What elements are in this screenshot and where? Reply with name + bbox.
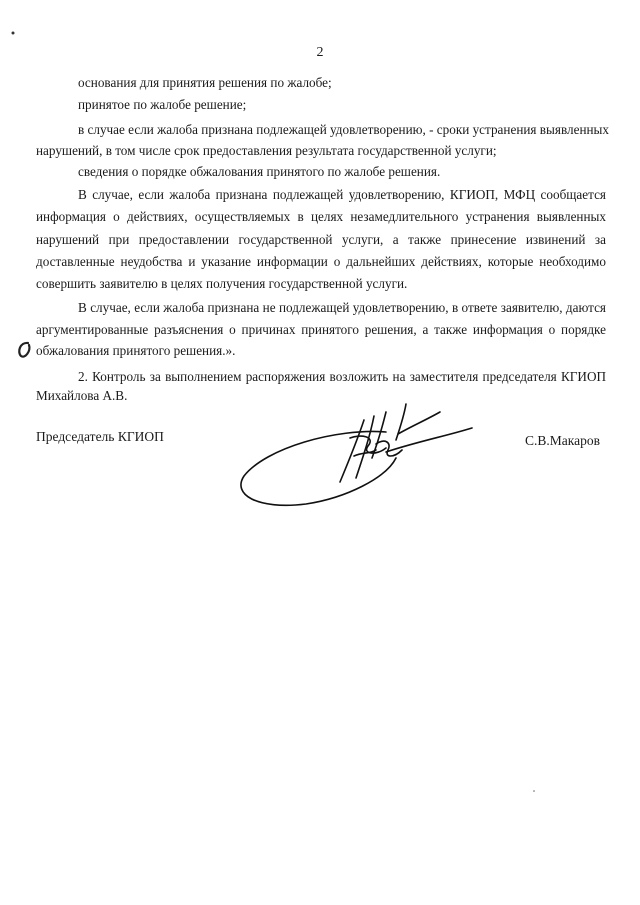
scan-artifact-dot [10,24,18,42]
paragraph-rejected-line-2: аргументированные разъяснения о причинах принятого решения, а также информация о порядке [36,322,606,337]
paragraph-satisfied-line-1: В случае, если жалоба признана подлежащей удовлетворению, КГИОП, МФЦ сообщается [78,187,606,202]
list-item-appeal-info: сведения о порядке обжалования принятого по жалобе решения. [78,164,441,179]
page-number: 2 [316,45,324,60]
list-item-grounds: основания для принятия решения по жалобе; [78,75,332,90]
paragraph-control-line-1: 2. Контроль за выполнением распоряжения возложить на заместителя председателя КГИОП [78,369,606,384]
paragraph-rejected-line-3: обжалования принятого решения.». [36,343,236,358]
scan-artifact-dot [532,780,536,798]
list-item-decision: принятое по жалобе решение; [78,97,247,112]
handwritten-signature [236,398,476,523]
margin-pen-mark [14,340,36,365]
signature-title: Председатель КГИОП [36,429,164,444]
paragraph-satisfied-line-4: доставленные неудобства и указание информации о дальнейших действиях, которые необходимо [36,254,606,269]
paragraph-rejected-line-1: В случае, если жалоба признана не подлежащей удовлетворению, в ответе заявителю, даются [78,300,606,315]
paragraph-satisfied-line-2: информация о действиях, осуществляемых в целях незамедлительного устранения выявленных [36,209,606,224]
paragraph-satisfied-line-3: нарушений при предоставлении государственной услуги, а также принесение извинений за [36,232,606,247]
list-item-terms-line-2: нарушений, в том числе срок предоставления результата государственной услуги; [36,143,497,158]
paragraph-control-line-2: Михайлова А.В. [36,388,128,403]
signatory-name: С.В.Макаров [525,433,600,448]
paragraph-satisfied-line-5: совершить заявителю в целях получения государственной услуги. [36,276,408,291]
list-item-terms-line-1: в случае если жалоба признана подлежащей удовлетворению, - сроки устранения выявленных [78,122,610,137]
